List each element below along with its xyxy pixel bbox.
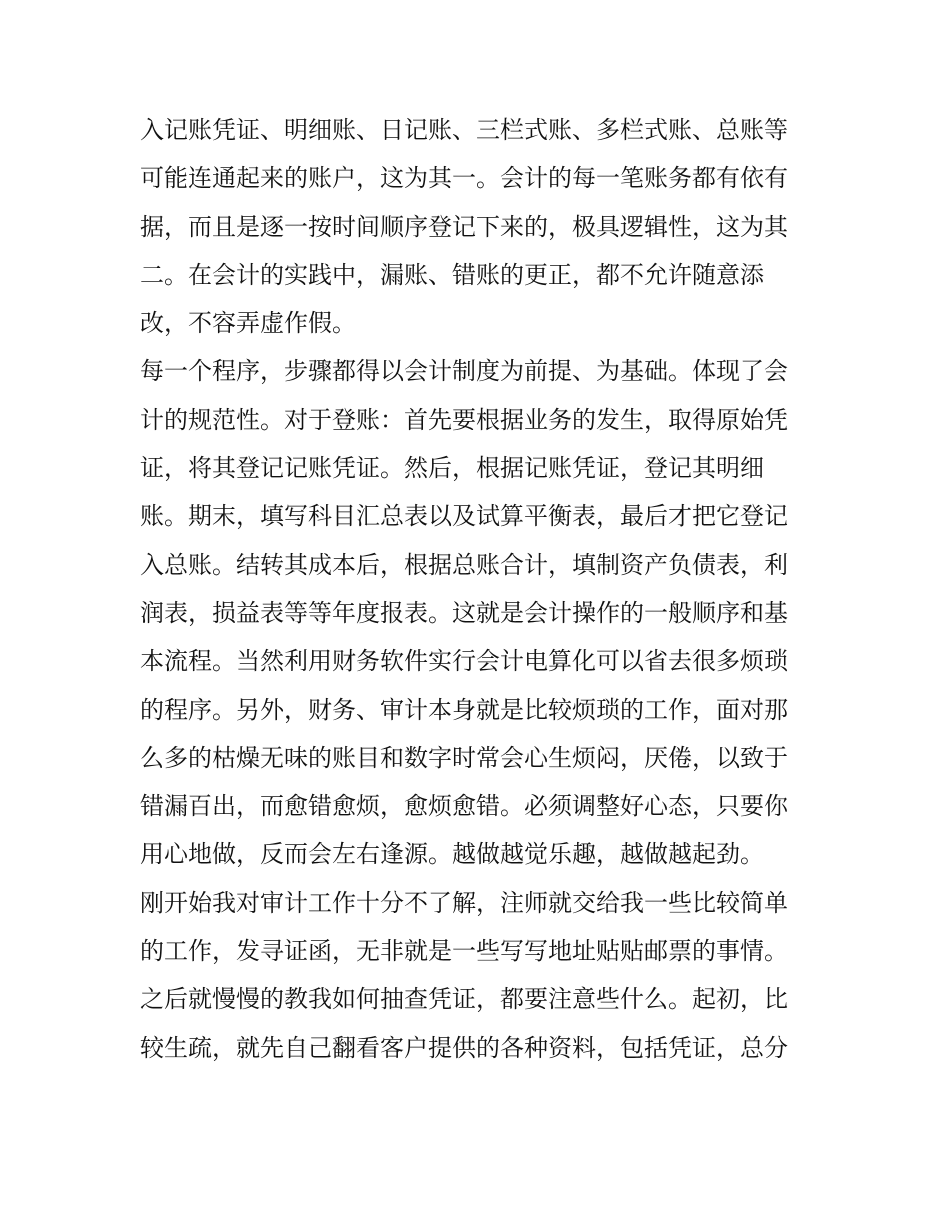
body-text <box>140 106 820 1072</box>
text-line: 较生疏，就先自己翻看客户提供的各种资料，包括凭证，总分 <box>140 1033 788 1062</box>
text-line: 的工作，发寻证函，无非就是一些写写地址贴贴邮票的事情。 <box>140 937 788 966</box>
text-line: 入总账。结转其成本后，根据总账合计，填制资产负债表，利 <box>140 550 788 579</box>
text-line: 证，将其登记记账凭证。然后，根据记账凭证，登记其明细 <box>140 454 764 483</box>
text-line: 用心地做，反而会左右逢源。越做越觉乐趣，越做越起劲。 <box>140 840 764 869</box>
text-line: 刚开始我对审计工作十分不了解，注师就交给我一些比较简单 <box>140 888 788 917</box>
text-line: 账。期末，填写科目汇总表以及试算平衡表，最后才把它登记 <box>140 502 788 531</box>
text-line: 错漏百出，而愈错愈烦，愈烦愈错。必须调整好心态，只要你 <box>140 792 788 821</box>
text-line: 二。在会计的实践中，漏账、错账的更正，都不允许随意添 <box>140 260 764 289</box>
text-line: 每一个程序，步骤都得以会计制度为前提、为基础。体现了会 <box>140 357 788 386</box>
text-line: 据，而且是逐一按时间顺序登记下来的，极具逻辑性，这为其 <box>140 212 788 241</box>
text-line: 改，不容弄虚作假。 <box>140 309 356 338</box>
text-line: 的程序。另外，财务、审计本身就是比较烦琐的工作，面对那 <box>140 695 788 724</box>
text-line: 么多的枯燥无味的账目和数字时常会心生烦闷，厌倦，以致于 <box>140 743 788 772</box>
text-line: 润表，损益表等等年度报表。这就是会计操作的一般顺序和基 <box>140 598 788 627</box>
text-line: 之后就慢慢的教我如何抽查凭证，都要注意些什么。起初，比 <box>140 985 788 1014</box>
text-line: 计的规范性。对于登账：首先要根据业务的发生，取得原始凭 <box>140 405 788 434</box>
text-line: 可能连通起来的账户，这为其一。会计的每一笔账务都有依有 <box>140 164 788 193</box>
text-line: 入记账凭证、明细账、日记账、三栏式账、多栏式账、总账等 <box>140 116 788 144</box>
text-line: 本流程。当然利用财务软件实行会计电算化可以省去很多烦琐 <box>140 647 788 676</box>
